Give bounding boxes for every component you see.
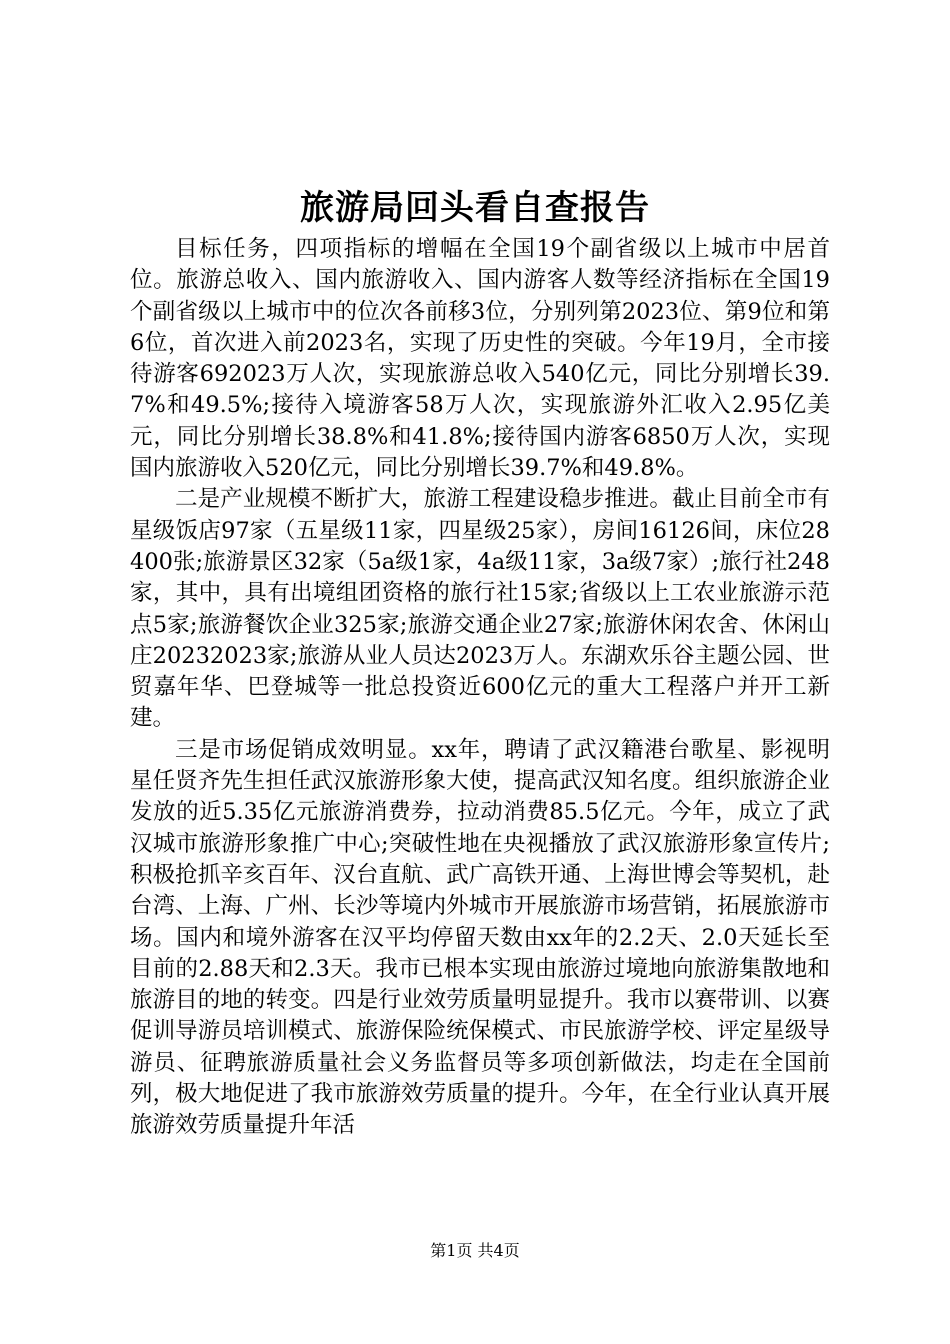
document-title: 旅游局回头看自查报告	[300, 188, 650, 228]
document-body	[130, 234, 830, 1142]
paragraph-2: 二是产业规模不断扩大，旅游工程建设稳步推进。截止目前全市有星级饭店97家（五星级11家，四星级25家），房间16126间，床位28400张;旅游景区32家（5a级1家，4a级11家，3a级7家）;旅行社248家，其中，具有出境组团资格的旅行社15家;省级以上工农业旅游示范点5家;旅游餐饮企业325家;旅游交通企业27家;旅游休闲农舍、休闲山庄20232023家;旅游从业人员达2023万人。东湖欢乐谷主题公园、世贸嘉年华、巴登城等一批总投资近600亿元的重大工程落户并开工新建。	[130, 486, 830, 732]
page-footer: 第1页 共4页	[430, 1241, 520, 1260]
paragraph-3: 三是市场促销成效明显。xx年，聘请了武汉籍港台歌星、影视明星任贤齐先生担任武汉旅游形象大使，提高武汉知名度。组织旅游企业发放的近5.35亿元旅游消费券，拉动消费85.5亿元。今年，成立了武汉城市旅游形象推广中心;突破性地在央视播放了武汉旅游形象宣传片;积极抢抓辛亥百年、汉台直航、武广高铁开通、上海世博会等契机，赴台湾、上海、广州、长沙等境内外城市开展旅游市场营销，拓展旅游市场。国内和境外游客在汉平均停留天数由xx年的2.2天、2.0天延长至目前的2.88天和2.3天。我市已根本实现由旅游过境地向旅游集散地和旅游目的地的转变。四是行业效劳质量明显提升。我市以赛带训、以赛促训导游员培训模式、旅游保险统保模式、市民旅游学校、评定星级导游员、征聘旅游质量社会义务监督员等多项创新做法，均走在全国前列，极大地促进了我市旅游效劳质量的提升。今年，在全行业认真开展旅游效劳质量提升年活	[130, 736, 830, 1139]
paragraph-1: 目标任务，四项指标的增幅在全国19个副省级以上城市中居首位。旅游总收入、国内旅游收入、国内游客人数等经济指标在全国19个副省级以上城市中的位次各前移3位，分别列第2023位、第9位和第6位，首次进入前2023名，实现了历史性的突破。今年19月，全市接待游客692023万人次，实现旅游总收入540亿元，同比分别增长39.7%和49.5%;接待入境游客58万人次，实现旅游外汇收入2.95亿美元，同比分别增长38.8%和41.8%;接待国内游客6850万人次，实现国内旅游收入520亿元，同比分别增长39.7%和49.8%。	[130, 236, 830, 482]
